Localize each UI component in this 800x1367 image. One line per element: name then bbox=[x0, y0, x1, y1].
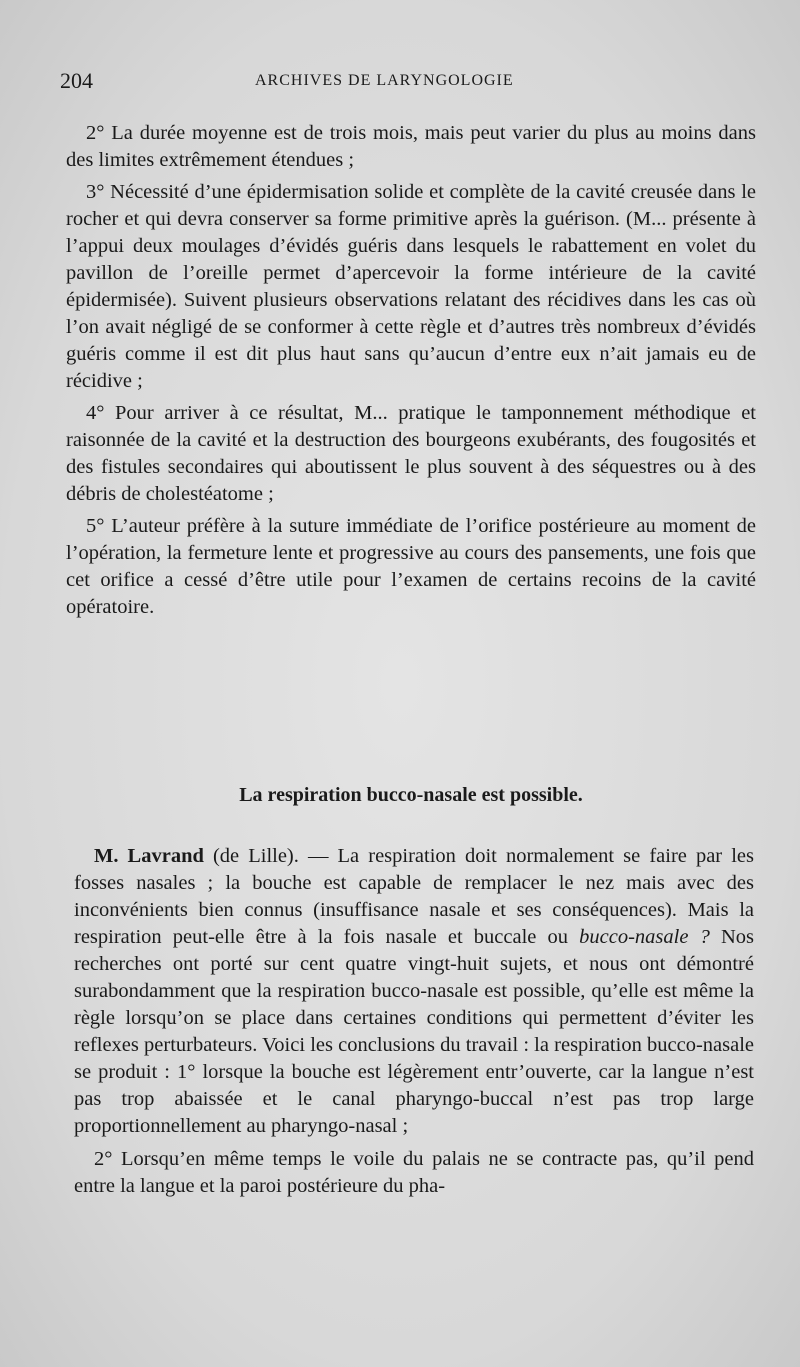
running-head: ARCHIVES DE LARYNGOLOGIE bbox=[255, 72, 514, 89]
paragraph-suture: 5° L’auteur préfère à la suture immédiate de l’orifice postérieure au moment de l’opération, la fermeture lente et progressive au cours des pansements, une fois que cet orifice a cessé d’être utile pour l’examen de certains recoins de la cavité opératoire. bbox=[66, 515, 756, 618]
page-header bbox=[60, 68, 760, 98]
paragraph-lavrand-part-a: (de Lille). — La respiration doit normalement se faire par les fosses nasales ; la bouche est capable de remplacer le nez mais avec des inconvénients bien connus (insuffisance nasale et ses conséquences). Mais la respiration peut-elle être à la fois nasale et buccale ou bbox=[74, 845, 754, 948]
italic-term: bucco-nasale ? bbox=[579, 926, 710, 948]
paragraph-tamponnement: 4° Pour arriver à ce résultat, M... pratique le tamponnement méthodique et raisonnée de la cavité et la destruction des bourgeons exubérants, des fougosités et des fistules secondaires qui aboutissent le plus souvent à des séquestres ou à des débris de cholestéatome ; bbox=[66, 402, 756, 505]
paragraph-lavrand-part-b: Nos recherches ont porté sur cent quatre vingt-huit sujets, et nous ont démontré surabondamment que la respiration bucco-nasale est possible, qu’elle est même la règle lorsqu’on se place dans certaines conditions qui permettent d’éviter les reflexes perturbateurs. Voici les conclusions du travail : la respiration bucco-nasale se produit : 1° lorsque la bouche est légèrement entr’ouverte, car la langue n’est pas trop abaissée et le canal pharyngo-buccal n’est pas trop large proportionnellement au pharyngo-nasal ; bbox=[74, 926, 754, 1137]
body-text-upper bbox=[66, 120, 756, 626]
paragraph-duration: 2° La durée moyenne est de trois mois, mais peut varier du plus au moins dans des limites extrêmement étendues ; bbox=[66, 122, 756, 171]
page-number: 204 bbox=[60, 68, 93, 93]
paragraph-voile-palais: 2° Lorsqu’en même temps le voile du palais ne se contracte pas, qu’il pend entre la langue et la paroi postérieure du pha- bbox=[74, 1148, 754, 1197]
paragraph-lavrand bbox=[74, 843, 754, 1140]
paragraph-epidermisation: 3° Nécessité d’une épidermisation solide et complète de la cavité creusée dans le rocher et qui devra conserver sa forme primitive après la guérison. (M... présente à l’appui deux moulages d’évidés guéris dans lesquels le rabattement en volet du pavillon de l’oreille permet d’apercevoir la forme intérieure de la cavité épidermisée). Suivent plusieurs observations relatant des récidives dans les cas où l’on avait négligé de se conformer à cette règle et d’autres très nombreux d’évidés guéris comme il est dit plus haut sans qu’aucun d’entre eux n’ait jamais eu de récidive ; bbox=[66, 181, 756, 392]
section-title: La respiration bucco-nasale est possible. bbox=[239, 784, 583, 806]
author-name: M. Lavrand bbox=[94, 845, 204, 867]
body-text-lower bbox=[74, 843, 754, 1206]
